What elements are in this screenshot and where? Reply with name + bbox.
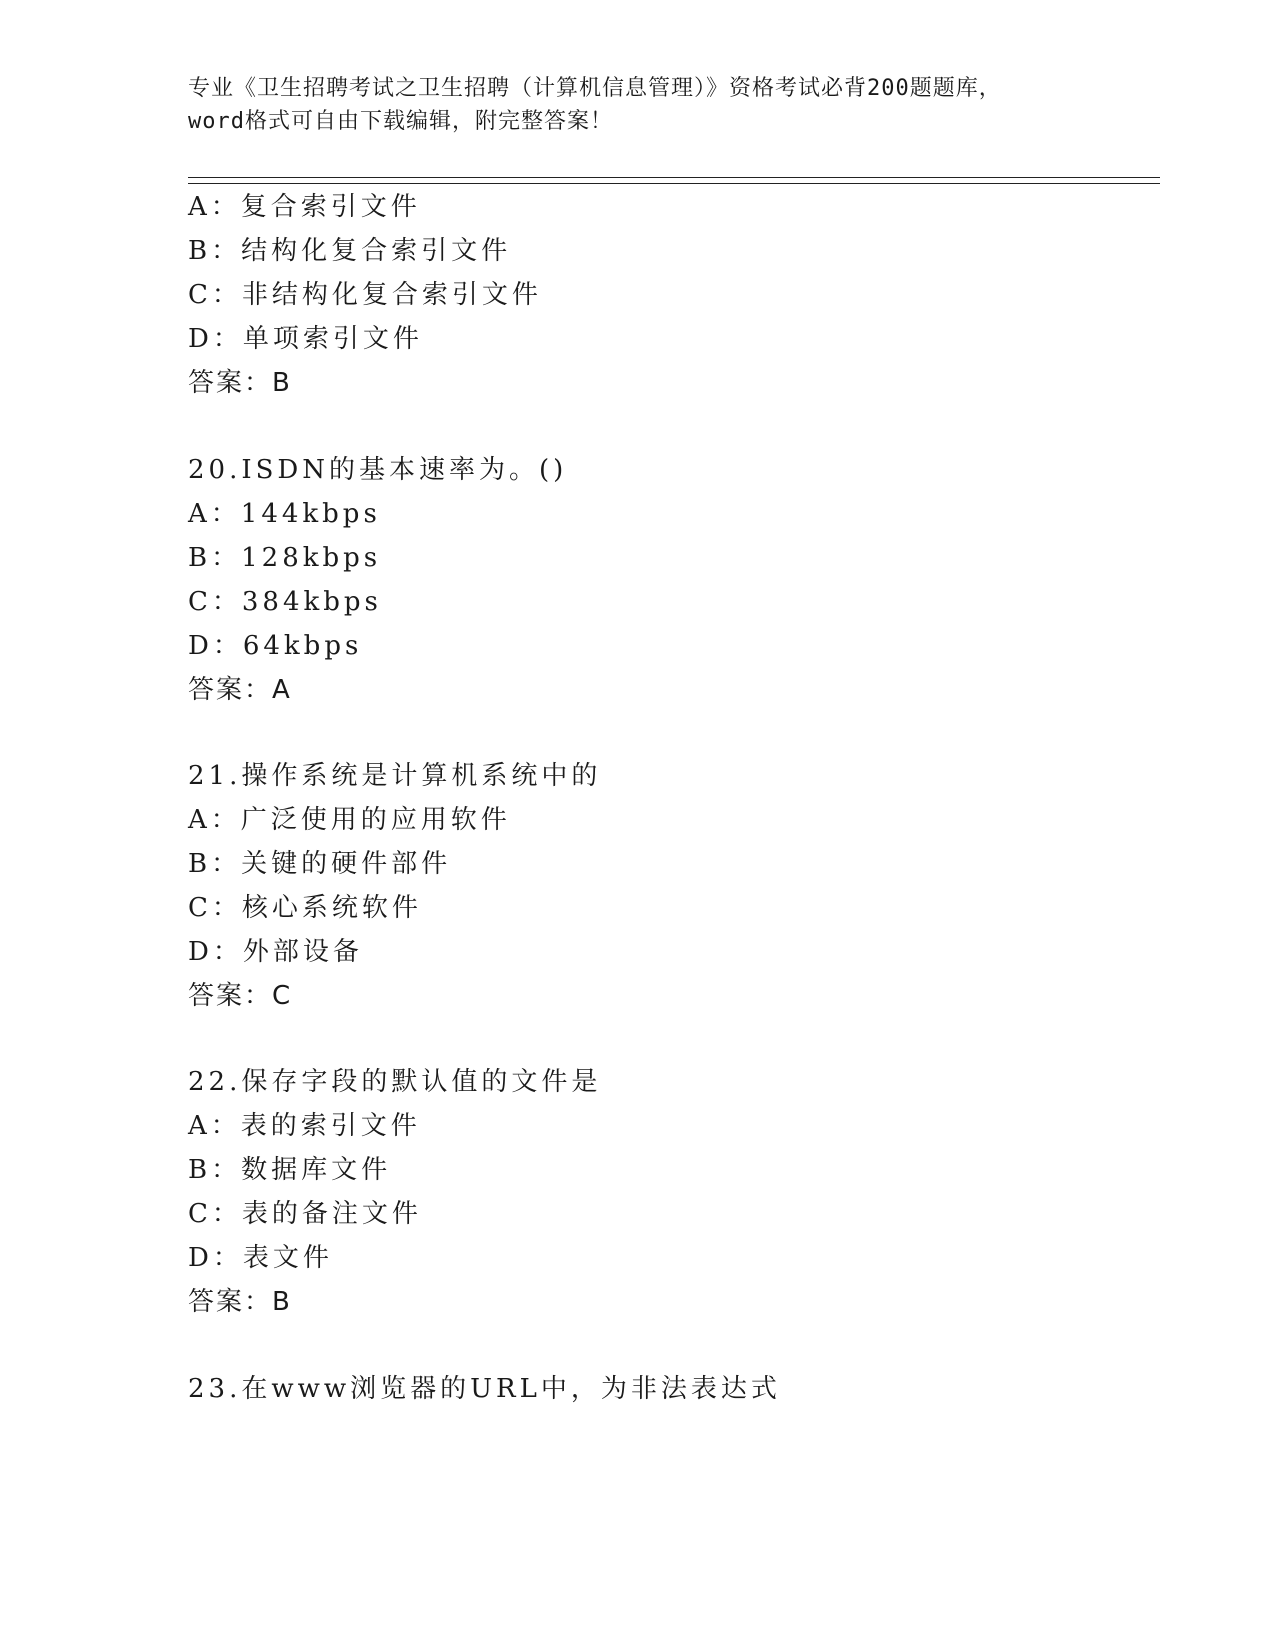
q20-option-b: B：128kbps (188, 543, 382, 573)
q22-option-d: D：表文件 (188, 1243, 333, 1273)
q21-question: 21.操作系统是计算机系统中的 (188, 761, 602, 791)
q20-option-a: A：144kbps (188, 499, 381, 529)
header-title-line-2: word格式可自由下载编辑，附完整答案！ (188, 109, 613, 134)
q19-option-a: A：复合索引文件 (188, 192, 421, 222)
document-header (188, 72, 1088, 138)
q22-question: 22.保存字段的默认值的文件是 (188, 1067, 602, 1097)
q22-answer: 答案：B (188, 1287, 292, 1317)
q20-option-d: D：64kbps (188, 631, 363, 661)
q20-option-c: C：384kbps (188, 587, 382, 617)
q19-option-b: B：结构化复合索引文件 (188, 236, 512, 266)
header-divider-top (188, 177, 1160, 178)
q19-answer: 答案：B (188, 368, 292, 398)
q19-option-c: C：非结构化复合索引文件 (188, 280, 542, 310)
q22-option-b: B：数据库文件 (188, 1155, 392, 1185)
q21-option-b: B：关键的硬件部件 (188, 849, 452, 879)
q21-answer: 答案：C (188, 981, 293, 1011)
header-divider-bottom (188, 183, 1160, 184)
header-title-line-1: 专业《卫生招聘考试之卫生招聘（计算机信息管理）》资格考试必背200题题库， (188, 76, 1002, 101)
q23-question: 23.在www浏览器的URL中，为非法表达式 (188, 1374, 781, 1404)
q21-option-a: A：广泛使用的应用软件 (188, 805, 511, 835)
q20-question: 20.ISDN的基本速率为。() (188, 455, 568, 485)
q20-answer: 答案：A (188, 675, 292, 705)
q22-option-c: C：表的备注文件 (188, 1199, 422, 1229)
q21-option-d: D：外部设备 (188, 937, 363, 967)
q22-option-a: A：表的索引文件 (188, 1111, 421, 1141)
q19-option-d: D：单项索引文件 (188, 324, 423, 354)
q21-option-c: C：核心系统软件 (188, 893, 422, 923)
